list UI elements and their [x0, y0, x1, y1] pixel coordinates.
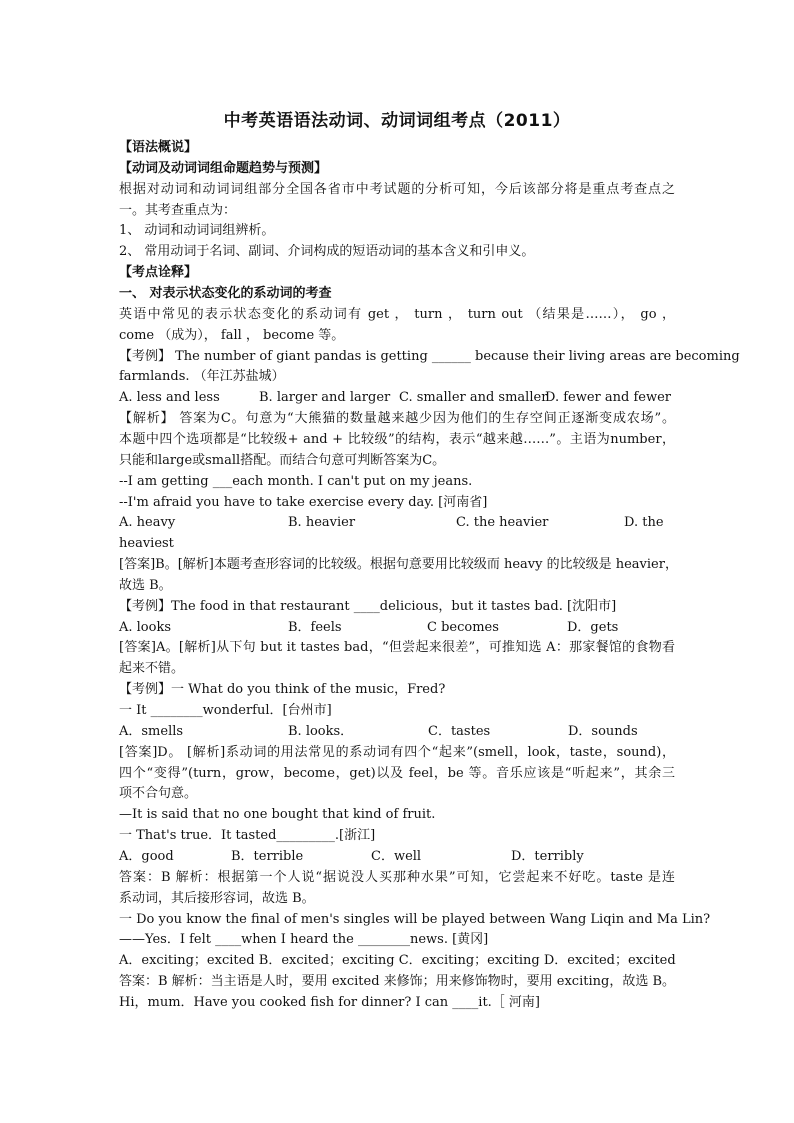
- text-line: 一 That's true．It tasted_________.[浙江]: [119, 828, 376, 844]
- section-heading: 【语法概说】: [119, 140, 198, 155]
- text-line: Hi，mum．Have you cooked fish for dinner? I can ____it.［ 河南]: [119, 994, 541, 1010]
- text-line: 一 Do you know the final of men's singles will be played between Wang Liqin and Ma Lin?: [119, 911, 711, 927]
- text-line: 1、 动词和动词词组辨析。: [119, 223, 275, 239]
- text-line: 本题中四个选项都是“比较级+ and + 比较级”的结构，表示“越来越……”。主语为number，: [119, 431, 675, 447]
- option-text: A. less and less: [119, 390, 220, 406]
- text-line: 系动词，其后接形容词，故选 B。: [119, 890, 315, 906]
- text-line: 【考例】一 What do you think of the music，Fred?: [119, 682, 446, 698]
- section-heading: 【考点诠释】: [119, 265, 198, 281]
- text-line: --I'm afraid you have to take exercise every day. [河南省]: [119, 494, 488, 510]
- text-line: 只能和large或small搭配。而结合句意可判断答案为C。: [119, 452, 446, 468]
- text-line: [答案]D。 [解析]系动词的用法常见的系动词有四个“起来”(smell，look，taste，sound)，: [119, 744, 675, 760]
- text-line: [答案]A。[解析]从下句 but it tastes bad，“但尝起来很差”，可推知选 A：那家餐馆的食物看: [119, 640, 675, 656]
- text-line: A．exciting；excited B．excited；exciting C．exciting；exciting D．excited；excited: [119, 953, 676, 969]
- option-text: D．gets: [567, 619, 619, 635]
- text-line: heaviest: [119, 536, 174, 552]
- text-line: 根据对动词和动词词组部分全国各省市中考试题的分析可知，今后该部分将是重点考查点之: [119, 181, 675, 197]
- option-text: C. the heavier: [456, 515, 549, 531]
- text-line: come （成为）， fall ， become 等。: [119, 327, 345, 343]
- option-text: B．feels: [288, 619, 342, 635]
- option-text: C. smaller and smaller: [399, 390, 548, 406]
- options-row: [119, 848, 675, 866]
- option-text: C becomes: [427, 619, 499, 635]
- option-text: B. larger and larger: [259, 390, 391, 406]
- text-line: ——Yes．I felt ____when I heard the ________news. [黄冈]: [119, 932, 489, 948]
- text-line: --I am getting ___each month. I can't put on my jeans.: [119, 473, 473, 489]
- text-line: 一。其考查重点为：: [119, 202, 237, 218]
- text-line: 2、 常用动词于名词、副词、介词构成的短语动词的基本含义和引申义。: [119, 244, 535, 260]
- text-line: 【考例】The food in that restaurant ____delicious，but it tastes bad. [沈阳市]: [119, 598, 617, 614]
- option-text: D. fewer and fewer: [545, 390, 672, 406]
- text-line: 答案：B 解析：当主语是人时，要用 excited 来修饰；用来修饰物时，要用 exciting，故选 B。: [119, 974, 676, 989]
- option-text: A. heavy: [119, 515, 176, 531]
- text-line: 一 It ________wonderful．[台州市]: [119, 703, 332, 718]
- option-text: A．good: [119, 848, 174, 864]
- option-text: A. looks: [119, 619, 172, 635]
- section-heading: 一、 对表示状态变化的系动词的考查: [119, 286, 332, 301]
- document-title: 中考英语语法动词、动词词组考点（2011）: [223, 111, 571, 131]
- option-text: B. looks．: [288, 723, 354, 739]
- text-line: 起来不错。: [119, 661, 185, 677]
- options-row: [119, 619, 675, 637]
- text-line: 英语中常见的表示状态变化的系动词有 get ， turn ， turn out （结果是……）， go ，: [119, 306, 675, 322]
- text-line: —It is said that no one bought that kind of fruit.: [119, 807, 436, 823]
- text-line: 四个“变得”(turn，grow，become，get)以及 feel，be 等。音乐应该是“听起来”，其余三: [119, 765, 675, 781]
- options-row: [119, 389, 675, 407]
- options-row: [119, 723, 675, 741]
- text-line: farmlands. （年江苏盐城）: [119, 369, 285, 385]
- option-text: C．well: [371, 848, 422, 864]
- section-heading: 【动词及动词词组命题趋势与预测】: [119, 160, 328, 176]
- text-line: 项不合句意。: [119, 786, 198, 802]
- text-line: 【解析】 答案为C。句意为“大熊猫的数量越来越少因为他们的生存空间正逐渐变成农场”。: [119, 411, 675, 427]
- option-text: D. the: [624, 515, 664, 531]
- option-text: C．tastes: [428, 723, 491, 739]
- text-line: 答案：B 解析：根据第一个人说“据说没人买那种水果”可知，它尝起来不好吃。taste 是连: [119, 869, 675, 885]
- options-row: [119, 514, 675, 532]
- option-text: D．terribly: [511, 848, 584, 864]
- text-line: [答案]B。[解析]本题考查形容词的比较级。根据句意要用比较级而 heavy 的比较级是 heavier，: [119, 557, 678, 572]
- option-text: A．smells: [119, 723, 184, 739]
- option-text: D．sounds: [568, 723, 638, 739]
- text-line: 故选 B。: [119, 577, 172, 593]
- option-text: B．terrible: [231, 848, 304, 864]
- option-text: B. heavier: [288, 515, 356, 531]
- text-line: 【考例】 The number of giant pandas is getting ______ because their living areas are becoming: [119, 348, 740, 364]
